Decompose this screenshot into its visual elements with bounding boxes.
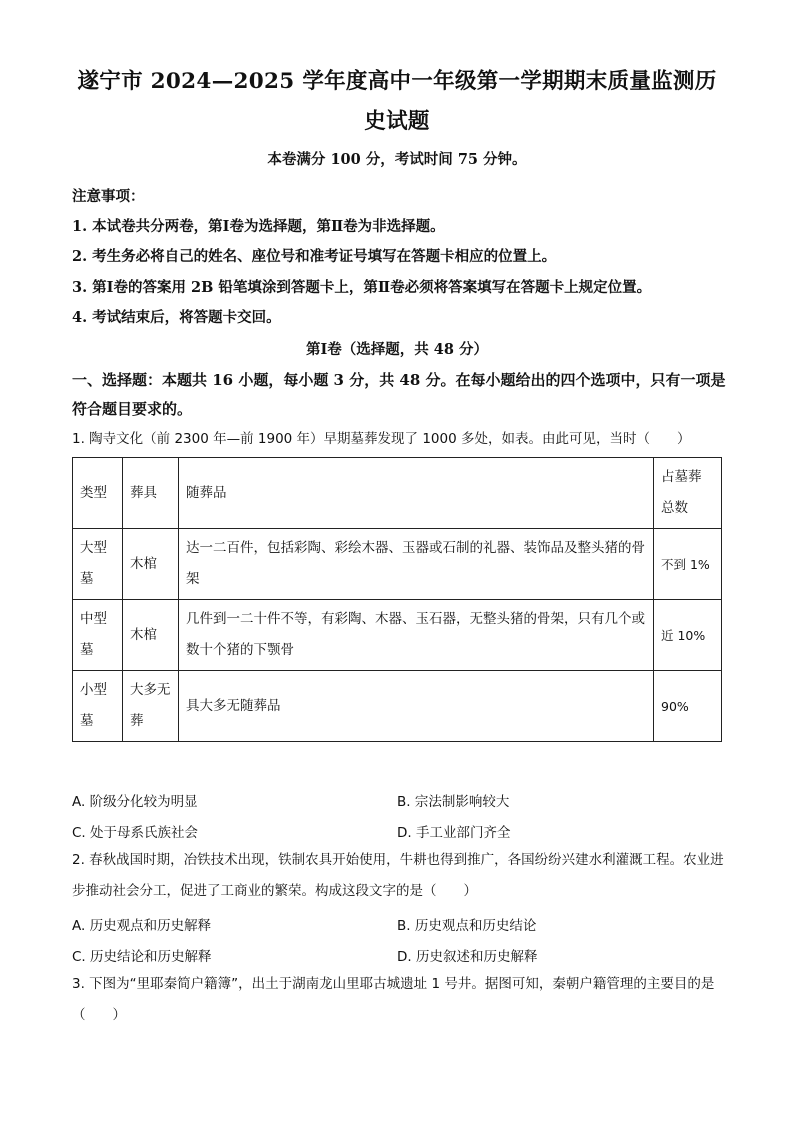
table-cell: 木棺 — [123, 529, 179, 600]
q1-option-b[interactable]: B. 宗法制影响较大 — [397, 794, 510, 810]
table-row — [73, 529, 722, 600]
notice-item: 2. 考生务必将自己的姓名、座位号和准考证号填写在答题卡相应的位置上。 — [72, 248, 557, 265]
notice-item: 1. 本试卷共分两卷，第Ⅰ卷为选择题，第Ⅱ卷为非选择题。 — [72, 218, 445, 235]
table-header-cell: 葬具 — [123, 458, 179, 529]
notice-item: 3. 第Ⅰ卷的答案用 2B 铅笔填涂到答题卡上，第Ⅱ卷必须将答案填写在答题卡上规定位置。 — [72, 279, 652, 296]
table-row — [73, 600, 722, 671]
table-cell: 近 10% — [654, 600, 722, 671]
q1-option-a[interactable]: A. 阶级分化较为明显 — [72, 794, 198, 810]
table-cell: 木棺 — [123, 600, 179, 671]
notice-item: 4. 考试结束后，将答题卡交回。 — [72, 309, 281, 326]
table-cell: 大多无葬 — [123, 671, 179, 742]
table-cell: 小型墓 — [73, 671, 123, 742]
q1-table — [72, 457, 722, 742]
q2-option-d[interactable]: D. 历史叙述和历史解释 — [397, 949, 538, 965]
table-cell: 大型墓 — [73, 529, 123, 600]
q2-stem: 2. 春秋战国时期，冶铁技术出现，铁制农具开始使用，牛耕也得到推广，各国纷纷兴建水利灌溉工程。农业进步推动社会分工，促进了工商业的繁荣。构成这段文字的是（ ） — [72, 852, 724, 899]
table-cell: 不到 1% — [654, 529, 722, 600]
q3-stem: 3. 下图为“里耶秦简户籍簿”，出土于湖南龙山里耶古城遗址 1 号井。据图可知，秦朝户籍管理的主要目的是（ ） — [72, 976, 715, 1023]
table-header-cell: 随葬品 — [179, 458, 654, 529]
notice-heading: 注意事项： — [72, 188, 145, 205]
table-cell: 几件到一二十件不等，有彩陶、木器、玉石器，无整头猪的骨架，只有几个或数十个猪的下颚骨 — [179, 600, 654, 671]
part1-title: 第Ⅰ卷（选择题，共 48 分） — [305, 341, 489, 358]
exam-subtitle: 本卷满分 100 分，考试时间 75 分钟。 — [267, 151, 527, 168]
part1-instruction: 一、选择题：本题共 16 小题，每小题 3 分，共 48 分。在每小题给出的四个选项中，只有一项是符合题目要求的。 — [72, 371, 726, 418]
table-header-row — [73, 458, 722, 529]
q1-stem: 1. 陶寺文化（前 2300 年—前 1900 年）早期墓葬发现了 1000 多处，如表。由此可见，当时（ ） — [72, 431, 691, 447]
table-cell: 90% — [654, 671, 722, 742]
q1-option-c[interactable]: C. 处于母系氏族社会 — [72, 825, 199, 841]
table-header-cell: 占墓葬总数 — [654, 458, 722, 529]
q1-option-d[interactable]: D. 手工业部门齐全 — [397, 825, 511, 841]
table-cell: 中型墓 — [73, 600, 123, 671]
q2-option-b[interactable]: B. 历史观点和历史结论 — [397, 918, 537, 934]
table-row — [73, 671, 722, 742]
q2-option-c[interactable]: C. 历史结论和历史解释 — [72, 949, 212, 965]
table-cell: 达一二百件，包括彩陶、彩绘木器、玉器或石制的礼器、装饰品及整头猪的骨架 — [179, 529, 654, 600]
q2-option-a[interactable]: A. 历史观点和历史解释 — [72, 918, 212, 934]
table-header-cell: 类型 — [73, 458, 123, 529]
exam-title: 遂宁市 2024—2025 学年度高中一年级第一学期期末质量监测历史试题 — [77, 69, 717, 134]
table-cell: 具大多无随葬品 — [179, 671, 654, 742]
